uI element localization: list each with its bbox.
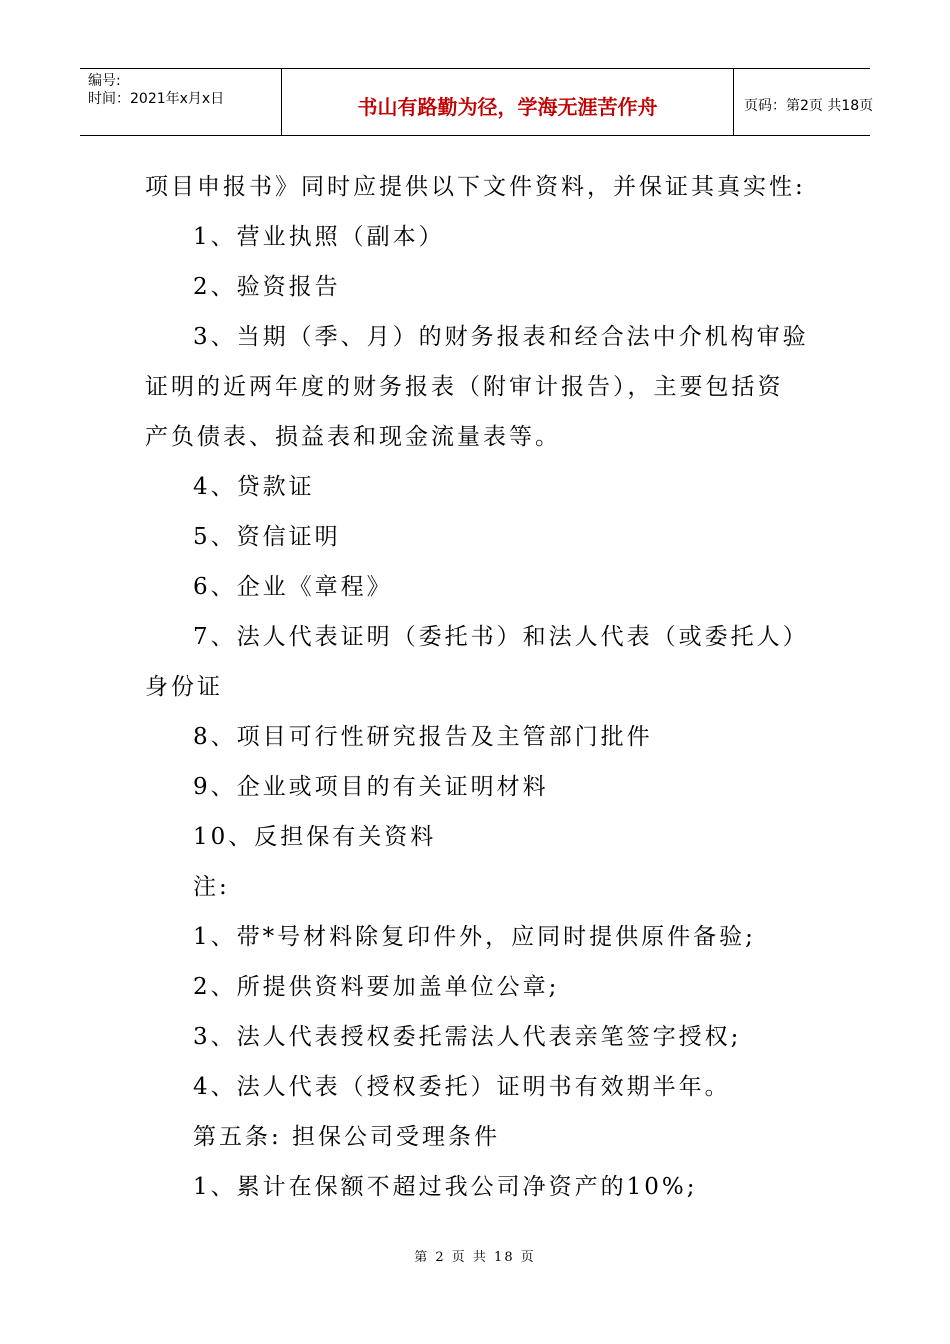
page-footer: 第 2 页 共 18 页: [414, 1250, 536, 1265]
note-item: 3、法人代表授权委托需法人代表亲笔签字授权;: [193, 1024, 742, 1050]
note-item: 1、带*号材料除复印件外，应同时提供原件备验;: [193, 924, 756, 950]
list-item: 6、企业《章程》: [193, 574, 393, 600]
list-item: 1、营业执照（副本）: [193, 224, 445, 250]
document-body: [145, 162, 815, 1212]
note-heading: 注:: [193, 874, 230, 900]
note-item: 2、所提供资料要加盖单位公章;: [193, 974, 560, 1000]
list-item: 5、资信证明: [193, 524, 341, 550]
header-motto: 书山有路勤为径，学海无涯苦作舟: [282, 69, 734, 135]
list-item: 8、项目可行性研究报告及主管部门批件: [193, 724, 653, 750]
paragraph-continuation: 身份证: [145, 674, 223, 700]
header-page-info: 页码：第2页 共18页: [744, 98, 874, 114]
list-item: 4、贷款证: [193, 474, 315, 500]
paragraph: 项目申报书》同时应提供以下文件资料，并保证其真实性:: [145, 174, 806, 200]
page-header: [80, 68, 874, 136]
list-item: 9、企业或项目的有关证明材料: [193, 774, 549, 800]
header-meta: [80, 69, 282, 135]
paragraph-continuation: 证明的近两年度的财务报表（附审计报告），主要包括资: [145, 374, 784, 400]
list-item: 3、当期（季、月）的财务报表和经合法中介机构审验: [193, 324, 809, 350]
list-item: 10、反担保有关资料: [193, 824, 437, 850]
list-item: 7、法人代表证明（委托书）和法人代表（或委托人）: [193, 624, 809, 650]
list-item: 2、验资报告: [193, 274, 341, 300]
section-heading: 第五条: 担保公司受理条件: [193, 1124, 501, 1150]
list-item: 1、累计在保额不超过我公司净资产的10%;: [193, 1174, 698, 1200]
document-time-label: 时间：2021年x月x日: [88, 91, 225, 107]
document-number-label: 编号:: [88, 73, 121, 89]
note-item: 4、法人代表（授权委托）证明书有效期半年。: [193, 1074, 731, 1100]
paragraph-continuation: 产负债表、损益表和现金流量表等。: [145, 424, 561, 450]
